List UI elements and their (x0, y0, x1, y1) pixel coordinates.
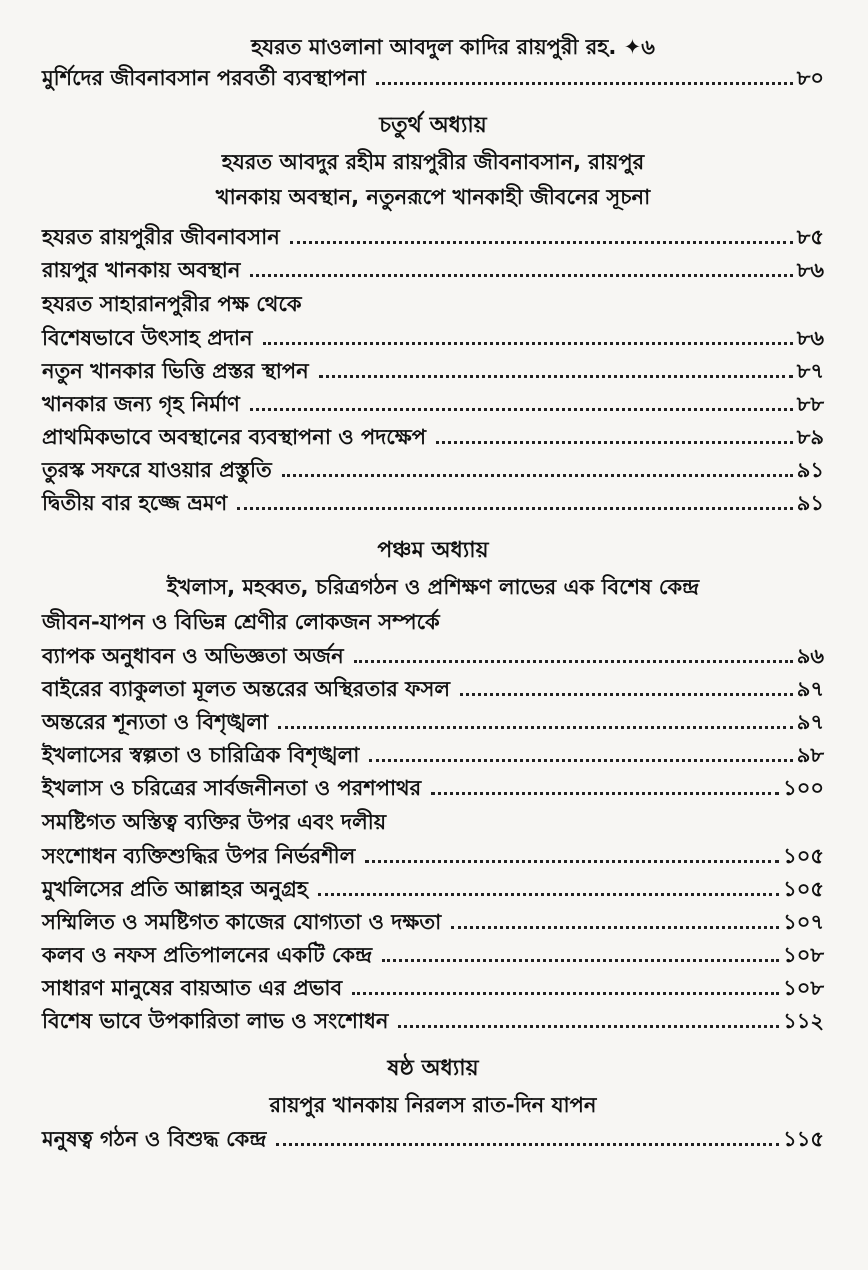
toc-entry[interactable] (42, 388, 824, 421)
toc-entry-title: কলব ও নফস প্রতিপালনের একটি কেন্দ্র (42, 943, 373, 967)
dot-leader (398, 1025, 779, 1028)
toc-entry[interactable] (42, 640, 824, 673)
toc-entry-page: ৮৬ (796, 258, 824, 282)
dot-leader (451, 926, 779, 929)
dot-leader (431, 792, 779, 795)
toc-entry-page: ১০০ (783, 776, 824, 800)
toc-entry[interactable] (42, 772, 824, 805)
toc-entry[interactable] (42, 706, 824, 739)
toc-entry-page: ১০৫ (783, 877, 824, 901)
toc-entry-page: ৮৬ (796, 326, 824, 350)
dot-leader (365, 860, 779, 863)
toc-entry-continued: জীবন-যাপন ও বিভিন্ন শ্রেণীর লোকজন সম্পর্কে (42, 610, 440, 634)
toc-entry-title: সংশোধন ব্যক্তিশুদ্ধির উপর নির্ভরশীল (42, 844, 356, 868)
dot-leader (318, 893, 779, 896)
dot-leader (250, 274, 792, 277)
dot-leader (319, 375, 793, 378)
toc-entry[interactable] (42, 487, 824, 520)
toc-entry[interactable] (42, 355, 824, 388)
toc-entry[interactable] (42, 939, 824, 972)
toc-entry-continued: হযরত সাহারানপুরীর পক্ষ থেকে (42, 292, 302, 316)
chapter-4-subtitle-1: হযরত আবদুর রহীম রায়পুরীর জীবনাবসান, রায়পুর (221, 150, 645, 174)
toc-entry-title: প্রাথমিকভাবে অবস্থানের ব্যবস্থাপনা ও পদক্ষেপ (42, 425, 427, 449)
toc-entry[interactable] (42, 221, 824, 254)
dot-leader (354, 660, 793, 663)
toc-entry-page: ৯৭ (796, 677, 824, 701)
toc-entry-title: নতুন খানকার ভিত্তি প্রস্তর স্থাপন (42, 359, 309, 383)
toc-entry-page: ৮৯ (796, 425, 824, 449)
toc-entry-title: হযরত রায়পুরীর জীবনাবসান (42, 225, 280, 249)
toc-entry-title: ব্যাপক অনুধাবন ও অভিজ্ঞতা অর্জন (42, 644, 344, 668)
toc-entry-page: ৮৮ (796, 392, 824, 416)
toc-entry-page: ১০৫ (783, 844, 824, 868)
toc-entry[interactable] (42, 873, 824, 906)
chapter-6-heading: ষষ্ঠ অধ্যায় (387, 1056, 479, 1081)
toc-entry[interactable] (42, 673, 824, 706)
toc-entry[interactable] (42, 254, 824, 287)
toc-entry[interactable] (42, 906, 824, 939)
toc-entry-page: ৯১ (796, 458, 824, 482)
toc-entry-title: তুরস্ক সফরে যাওয়ার প্রস্তুতি (42, 458, 272, 482)
toc-entry-title: বিশেষভাবে উৎসাহ প্রদান (42, 326, 253, 350)
toc-entry-page: ৯৬ (796, 644, 824, 668)
toc-entry-title: ইখলাসের স্বল্পতা ও চারিত্রিক বিশৃঙ্খলা (42, 743, 360, 767)
toc-entry-title: মুর্শিদের জীবনাবসান পরবর্তী ব্যবস্থাপনা (42, 66, 366, 90)
toc-entry[interactable] (42, 454, 824, 487)
dot-leader (369, 759, 792, 762)
toc-entry-continued: সমষ্টিগত অস্তিত্ব ব্যক্তির উপর এবং দলীয় (42, 810, 387, 834)
toc-entry[interactable] (42, 322, 824, 355)
dot-leader (436, 441, 793, 444)
chapter-6-subtitle-1: রায়পুর খানকায় নিরলস রাত-দিন যাপন (269, 1093, 597, 1117)
toc-entry-title: রায়পুর খানকায় অবস্থান (42, 258, 241, 282)
toc-entry-page: ১১২ (783, 1009, 824, 1033)
dot-leader (382, 959, 779, 962)
dot-leader (290, 241, 793, 244)
toc-entry-title: ইখলাস ও চরিত্রের সার্বজনীনতা ও পরশপাথর (42, 776, 422, 800)
dot-leader (376, 82, 793, 85)
dot-leader (237, 507, 793, 510)
toc-entry-title: মুখলিসের প্রতি আল্লাহর অনুগ্রহ (42, 877, 308, 901)
toc-entry[interactable] (42, 1123, 824, 1156)
dot-leader (460, 693, 793, 696)
dot-leader (278, 726, 793, 729)
chapter-5-heading: পঞ্চম অধ্যায় (377, 538, 489, 563)
toc-entry[interactable] (42, 62, 824, 95)
toc-entry-title: দ্বিতীয় বার হজ্জে ভ্রমণ (42, 491, 228, 515)
toc-entry[interactable] (42, 1005, 824, 1038)
dot-leader (250, 408, 793, 411)
toc-entry-page: ৮৭ (796, 359, 824, 383)
toc-entry[interactable] (42, 421, 824, 454)
toc-entry-page: ৮৫ (796, 225, 824, 249)
toc-entry-title: সম্মিলিত ও সমষ্টিগত কাজের যোগ্যতা ও দক্ষতা (42, 910, 442, 934)
chapter-4-subtitle-2: খানকায় অবস্থান, নতুনরূপে খানকাহী জীবনের সূচনা (215, 185, 651, 209)
toc-entry-page: ১০৮ (783, 943, 824, 967)
toc-entry-page: ৯১ (796, 491, 824, 515)
toc-entry-page: ৯৭ (796, 710, 824, 734)
toc-entry-title: সাধারণ মানুষের বায়আত এর প্রভাব (42, 976, 343, 1000)
toc-entry[interactable] (42, 972, 824, 1005)
toc-entry-page: ১১৫ (783, 1127, 824, 1151)
toc-entry-page: ১০৮ (783, 976, 824, 1000)
chapter-5-subtitle-1: ইখলাস, মহব্বত, চরিত্রগঠন ও প্রশিক্ষণ লাভের এক বিশেষ কেন্দ্র (166, 575, 700, 599)
dot-leader (282, 474, 793, 477)
toc-entry-title: অন্তরের শূন্যতা ও বিশৃঙ্খলা (42, 710, 269, 734)
running-header: হযরত মাওলানা আবদুল কাদির রায়পুরী রহ. ✦৬ (251, 35, 655, 59)
dot-leader (263, 342, 793, 345)
toc-entry-title: মনুষত্ব গঠন ও বিশুদ্ধ কেন্দ্র (42, 1127, 267, 1151)
toc-entry[interactable] (42, 840, 824, 873)
toc-entry-title: খানকার জন্য গৃহ নির্মাণ (42, 392, 240, 416)
toc-entry-page: ৯৮ (796, 743, 824, 767)
toc-entry-title: বাইরের ব্যাকুলতা মূলত অন্তরের অস্থিরতার ফসল (42, 677, 451, 701)
toc-entry-page: ৮০ (796, 66, 824, 90)
toc-entry-title: বিশেষ ভাবে উপকারিতা লাভ ও সংশোধন (42, 1009, 389, 1033)
toc-entry[interactable] (42, 739, 824, 772)
toc-entry-page: ১০৭ (783, 910, 824, 934)
dot-leader (352, 992, 779, 995)
dot-leader (276, 1143, 779, 1146)
chapter-4-heading: চতুর্থ অধ্যায় (379, 113, 487, 138)
